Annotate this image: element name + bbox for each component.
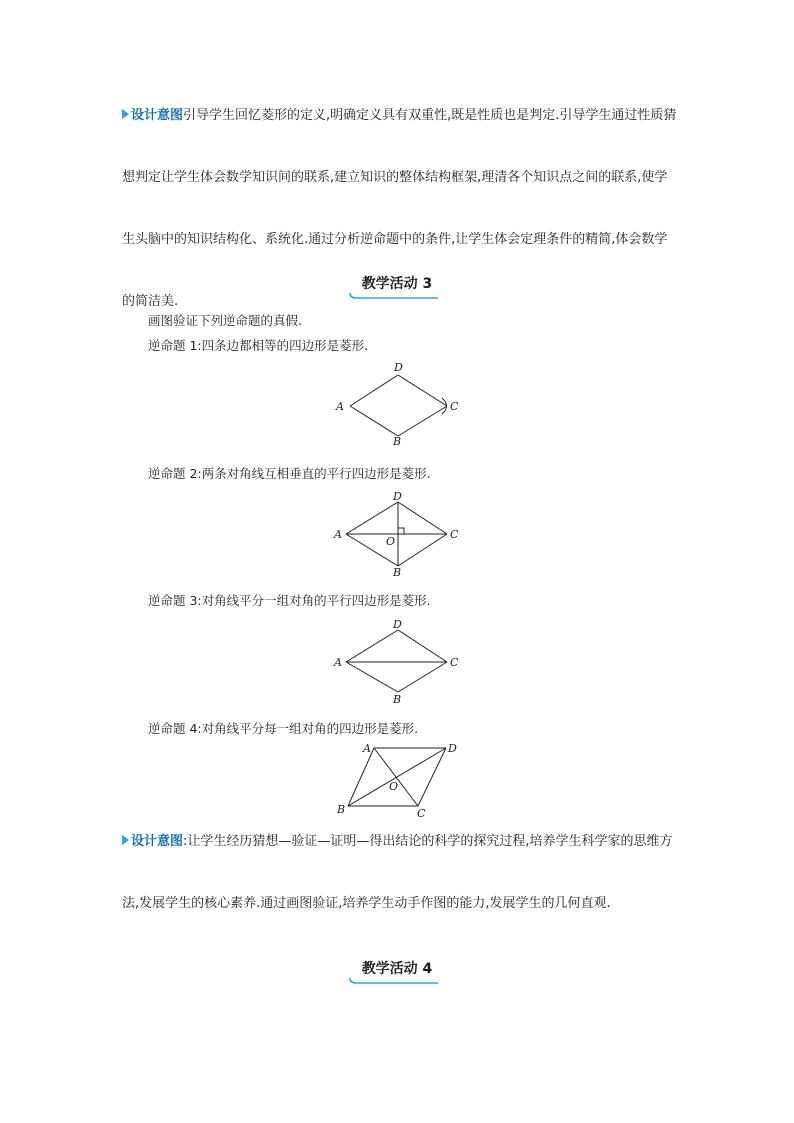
figure-1-rhombus <box>330 360 470 450</box>
fig2-right-angle-mark <box>398 528 404 534</box>
fig1-label-d: D <box>394 361 403 374</box>
activity-3-heading <box>0 273 794 293</box>
fig1-side-dc <box>398 375 447 406</box>
fig2-label-o: O <box>386 535 396 548</box>
fig2-label-b: B <box>393 566 402 578</box>
triangle-marker-icon <box>122 835 129 845</box>
fig3-label-c: C <box>450 656 459 669</box>
figure-4-parallelogram <box>330 740 470 820</box>
intro-text: 画图验证下列逆命题的真假. <box>148 313 302 328</box>
fig2-label-c: C <box>450 528 459 541</box>
heading-underline-decoration <box>348 976 440 986</box>
triangle-marker-icon <box>122 109 129 119</box>
proposition-2: 逆命题 2:两条对角线互相垂直的平行四边形是菱形. <box>148 466 431 481</box>
fig2-label-d: D <box>393 490 402 503</box>
proposition-4: 逆命题 4:对角线平分每一组对角的四边形是菱形. <box>148 721 419 736</box>
fig4-label-b: B <box>337 803 346 816</box>
fig4-diagonal-bd <box>348 748 446 806</box>
activity-3-title: 教学活动 3 <box>361 276 433 292</box>
fig4-label-o: O <box>389 780 399 793</box>
figure-3-rhombus-diagonal <box>330 616 470 706</box>
design-intent-text: 引导学生回忆菱形的定义,明确定义具有双重性,既是性质也是判定.引导学生通过性质猜想判定让学生体会数学知识间的联系,建立知识的整体结构框架,理清各个知识点之间的联系,使学生头脑中的知识结构化、系统化.通过分析逆命题中的条件,让学生体会定理条件的精简,体会数学的简洁美. <box>122 108 677 309</box>
fig2-label-a: A <box>334 528 342 541</box>
proposition-1: 逆命题 1:四条边都相等的四边形是菱形. <box>148 338 369 353</box>
design-intent-tag: 设计意图 <box>131 108 184 123</box>
fig1-label-c: C <box>450 400 459 413</box>
design-intent-text: :让学生经历猜想—验证—证明—得出结论的科学的探究过程,培养学生科学家的思维方法,发展学生的核心素养.通过画图验证,培养学生动手作图的能力,发展学生的几何直观. <box>122 834 673 911</box>
fig1-side-ad <box>350 375 398 406</box>
activity-4-title: 教学活动 4 <box>361 961 433 977</box>
fig4-diagonal-ac <box>374 748 418 806</box>
fig4-label-a: A <box>363 742 371 755</box>
fig1-compass-arc <box>442 398 447 414</box>
fig1-side-ba <box>350 406 398 436</box>
figure-2-rhombus-diagonals <box>330 488 470 578</box>
fig4-label-c: C <box>417 807 426 820</box>
fig1-side-cb <box>398 406 447 436</box>
fig4-label-d: D <box>448 742 457 755</box>
fig3-label-a: A <box>334 656 342 669</box>
design-intent-tag: 设计意图 <box>131 834 184 849</box>
fig3-label-b: B <box>393 693 402 706</box>
heading-underline-decoration <box>348 291 440 301</box>
fig3-label-d: D <box>393 618 402 631</box>
fig1-label-a: A <box>336 400 344 413</box>
design-intent-paragraph-2 <box>122 811 678 935</box>
proposition-3: 逆命题 3:对角线平分一组对角的平行四边形是菱形. <box>148 593 431 608</box>
activity-4-heading <box>0 958 794 978</box>
fig1-label-b: B <box>393 435 402 448</box>
